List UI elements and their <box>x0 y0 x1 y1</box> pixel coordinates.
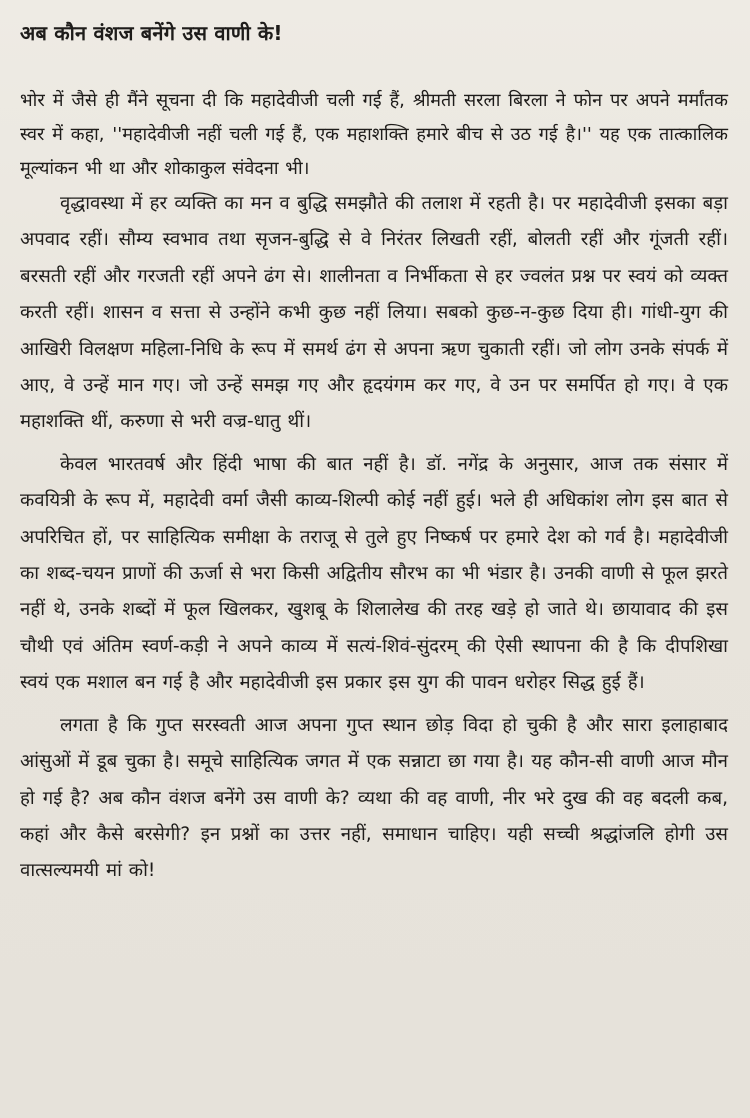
paragraph-4: लगता है कि गुप्त सरस्वती आज अपना गुप्त स्थान छोड़ विदा हो चुकी है और सारा इलाहाबाद आंसुओं में डूब चुका है। समूचे साहित्यिक जगत में एक सन्नाटा छा गया है। यह कौन-सी वाणी आज मौन हो गई है? अब कौन वंशज बनेंगे उस वाणी के? व्यथा की वह वाणी, नीर भरे दुख की वह बदली कब, कहां और कैसे बरसेगी? इन प्रश्नों का उत्तर नहीं, समाधान चाहिए। यही सच्ची श्रद्धांजलि होगी उस वात्सल्यमयी मां को! <box>20 714 728 882</box>
paragraph-1: भोर में जैसे ही मैंने सूचना दी कि महादेवीजी चली गई हैं, श्रीमती सरला बिरला ने फोन पर अपने मर्मांतक स्वर में कहा, ''महादेवीजी नहीं चली गई हैं, एक महाशक्ति हमारे बीच से उठ गई है।'' यह एक तात्कालिक मूल्यांकन भी था और शोकाकुल संवेदना भी। <box>20 90 728 179</box>
paragraph-3: केवल भारतवर्ष और हिंदी भाषा की बात नहीं है। डॉ. नगेंद्र के अनुसार, आज तक संसार में कवयित्री के रूप में, महादेवी वर्मा जैसी काव्य-शिल्पी कोई नहीं हुई। भले ही अधिकांश लोग इस बात से अपरिचित हों, पर साहित्यिक समीक्षा के तराजू से तुले हुए निष्कर्ष पर हमारे देश को गर्व है। महादेवीजी का शब्द-चयन प्राणों की ऊर्जा से भरा किसी अद्वितीय सौरभ का भी भंडार है। उनकी वाणी से फूल झरते नहीं थे, उनके शब्दों में फूल खिलकर, खुशबू के शिलालेख की तरह खड़े हो जाते थे। छायावाद की इस चौथी एवं अंतिम स्वर्ण-कड़ी ने अपने काव्य में सत्यं-शिवं-सुंदरम् की ऐसी स्थापना की है कि दीपशिखा स्वयं एक मशाल बन गई है और महादेवीजी इस प्रकार इस युग की पावन धरोहर सिद्ध हुई हैं। <box>20 453 728 694</box>
page-title: अब कौन वंशज बनेंगे उस वाणी के! <box>20 21 283 45</box>
paragraph-2: वृद्धावस्था में हर व्यक्ति का मन व बुद्धि समझौते की तलाश में रहती है। पर महादेवीजी इसका बड़ा अपवाद रहीं। सौम्य स्वभाव तथा सृजन-बुद्धि से वे निरंतर लिखती रहीं, बोलती रहीं और गूंजती रहीं। बरसती रहीं और गरजती रहीं अपने ढंग से। शालीनता व निर्भीकता से हर ज्वलंत प्रश्न पर स्वयं को व्यक्त करती रहीं। शासन व सत्ता से उन्होंने कभी कुछ नहीं लिया। सबको कुछ-न-कुछ दिया ही। गांधी-युग की आखिरी विलक्षण महिला-निधि के रूप में समर्थ ढंग से अपना ऋण चुकाती रहीं। जो लोग उनके संपर्क में आए, वे उन्हें मान गए। जो उन्हें समझ गए और हृदयंगम कर गए, वे उन पर समर्पित हो गए। वे एक महाशक्ति थीं, करुणा से भरी वज्र-धातु थीं। <box>20 193 728 433</box>
